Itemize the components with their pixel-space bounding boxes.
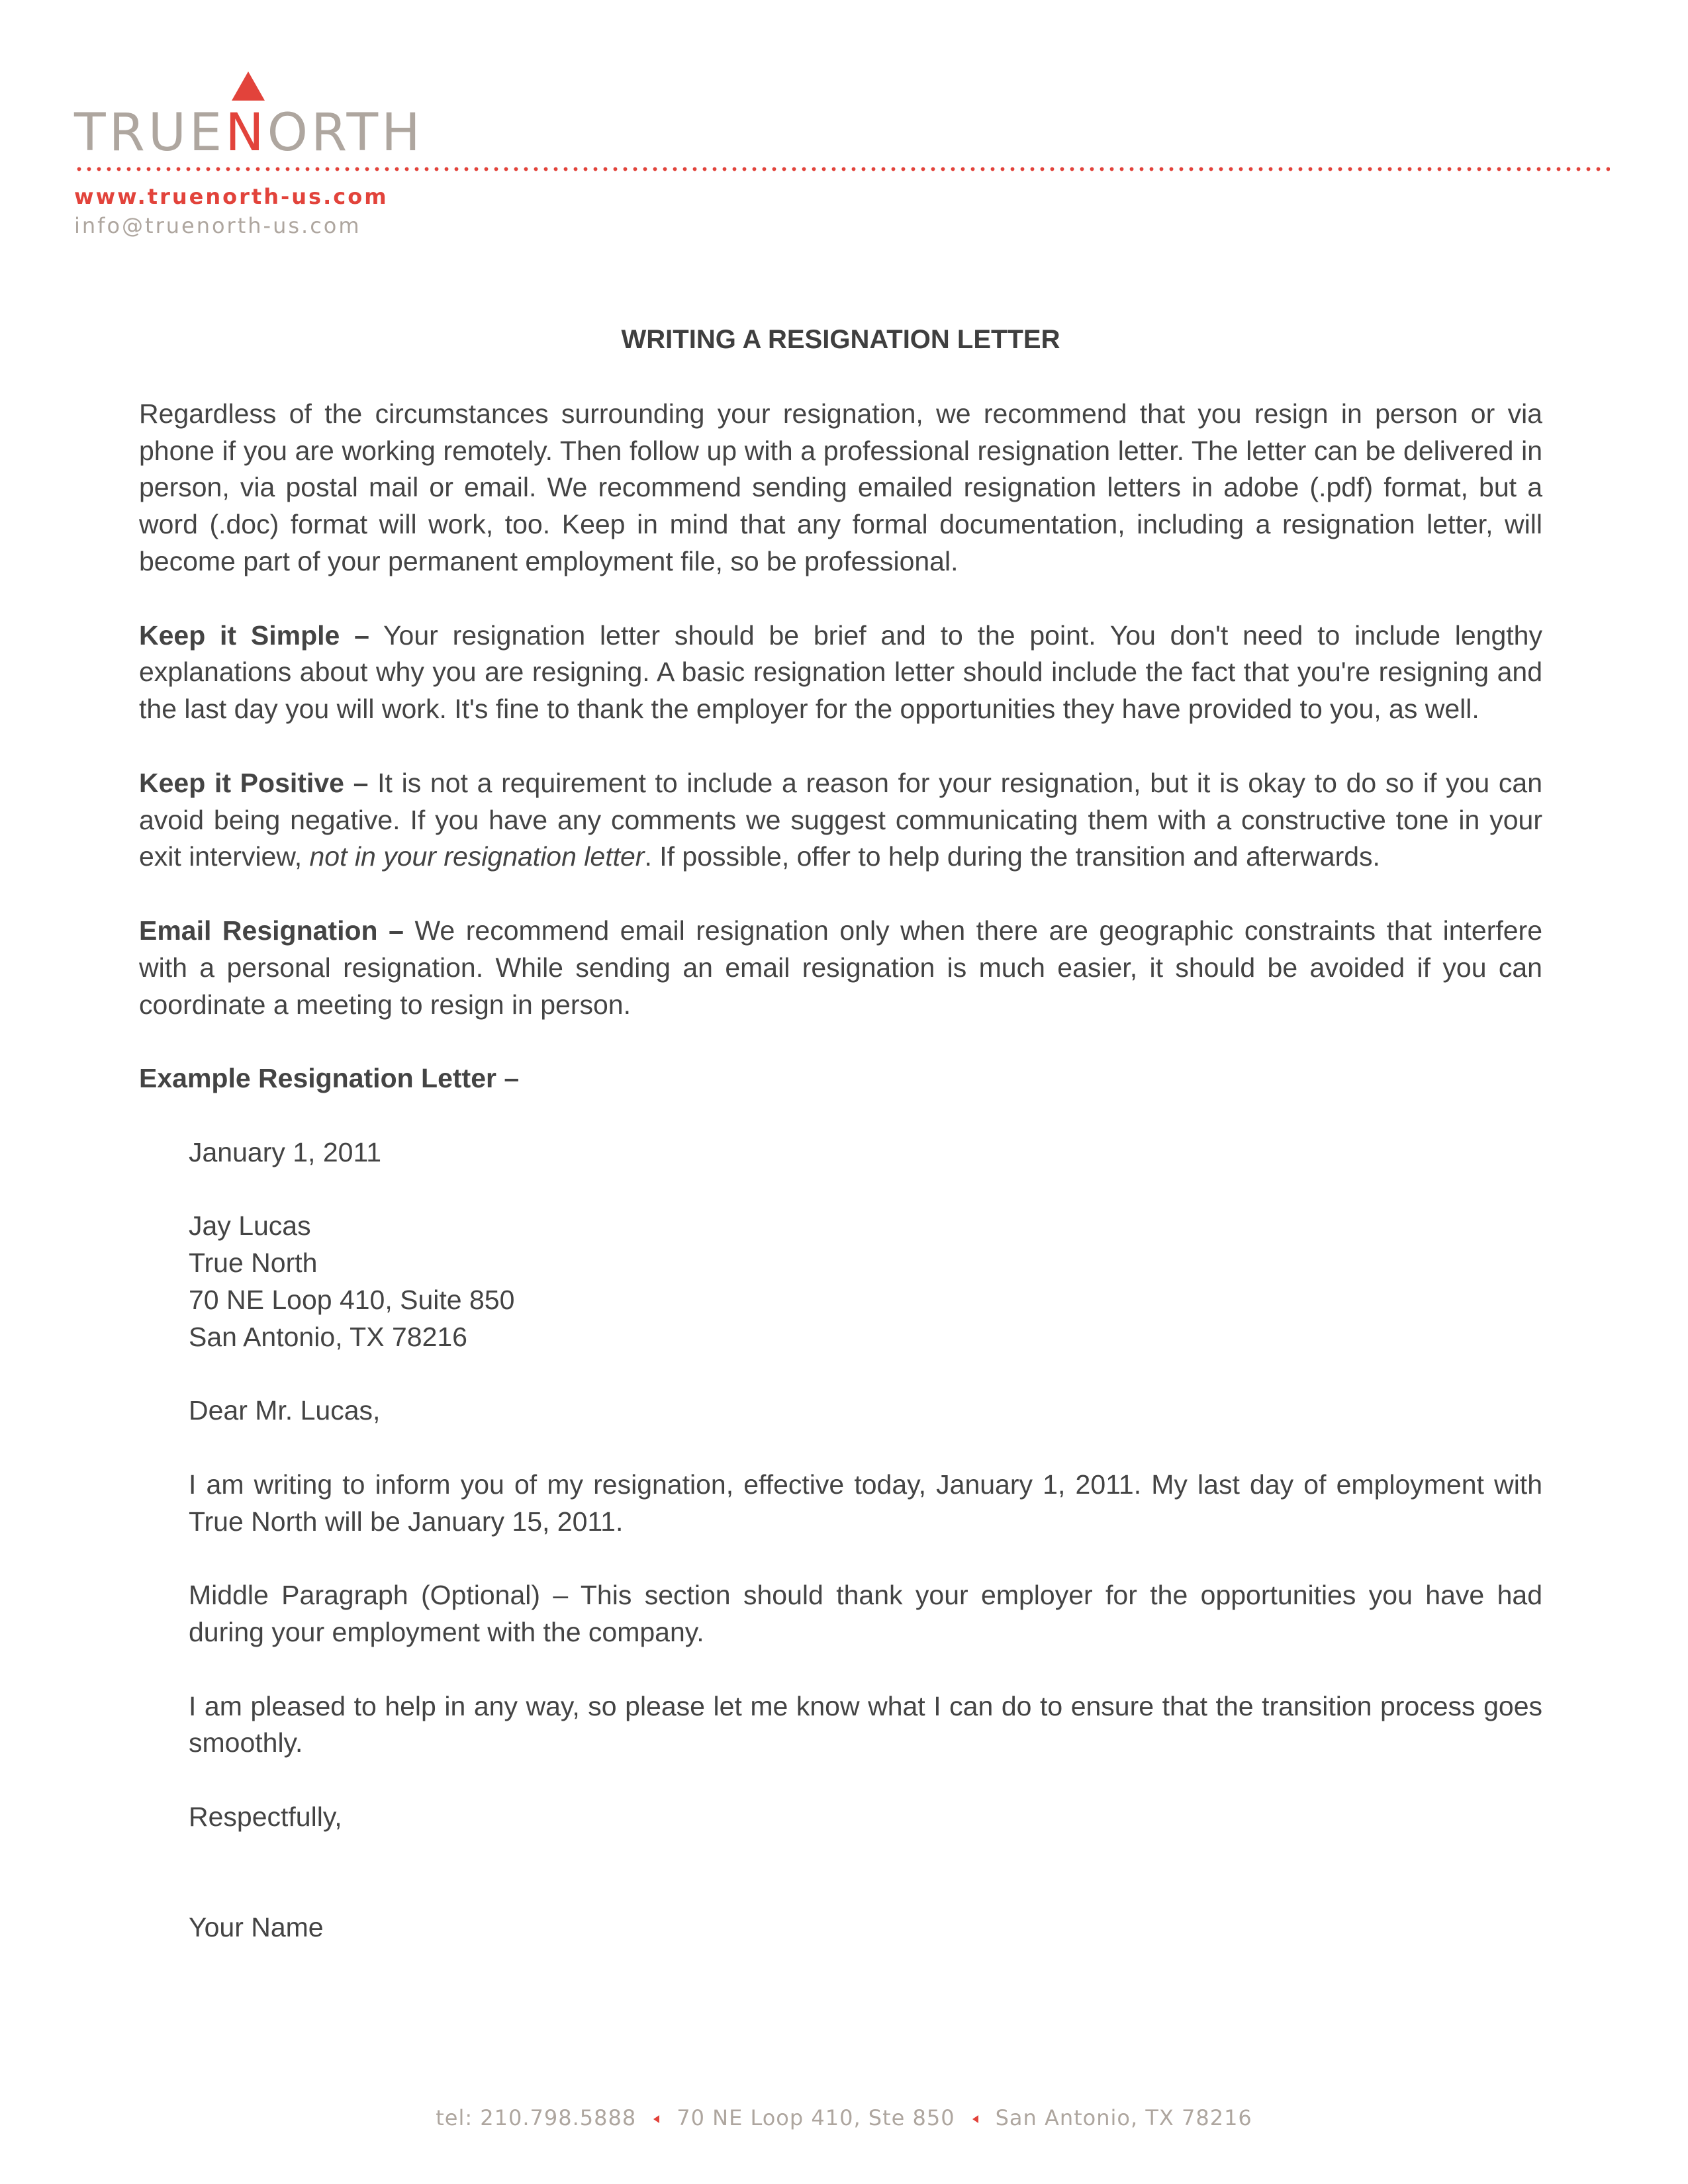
footer-separator-icon [653, 2115, 659, 2123]
section-heading: Email Resignation – [139, 915, 404, 946]
north-triangle-icon [232, 71, 265, 101]
section-email-resignation [139, 913, 1542, 1023]
section-text: We recommend email resignation only when there are geographic constraints that interfere with a personal resignation. While sending an email resignation is much easier, it should be avoided if you can coordinate a meeting to resign in person. [139, 915, 1542, 1020]
document-body [139, 322, 1542, 1983]
logo-wordmark: TRUENORTH [74, 103, 424, 163]
section-heading: Keep it Simple – [139, 619, 369, 651]
recipient-street: 70 NE Loop 410, Suite 850 [189, 1284, 515, 1315]
section-text: . If possible, offer to help during the transition and afterwards. [644, 841, 1380, 872]
recipient-city: San Antonio, TX 78216 [189, 1321, 467, 1352]
section-text: Your resignation letter should be brief and to the point. You don't need to include lengthy explanations about why you are resigning. A basic resignation letter should include the fact that you're resigning and the last day you will work. It's fine to thank the employer for the opportunities they have provided to you, as well. [139, 619, 1542, 725]
email-link[interactable]: info@truenorth-us.com [74, 213, 361, 238]
letter-paragraph: I am writing to inform you of my resignation, effective today, January 1, 2011. My last day of employment with True North will be January 15, 2011. [189, 1469, 1542, 1537]
section-keep-it-positive [139, 765, 1542, 876]
website-link[interactable]: www.truenorth-us.com [74, 184, 389, 209]
recipient-name: Jay Lucas [189, 1210, 311, 1242]
signature-space [189, 1836, 1542, 1909]
page-title: WRITING A RESIGNATION LETTER [621, 325, 1060, 354]
letter-closing: Respectfully, [189, 1801, 342, 1833]
intro-paragraph: Regardless of the circumstances surrounding your resignation, we recommend that you resign in person or via phone if you are working remotely. Then follow up with a professional resignation letter. The letter can be delivered in person, via postal mail or email. We recommend sending emailed resignation letters in adobe (.pdf) format, but a word (.doc) format will work, too. Keep in mind that any formal documentation, including a resignation letter, will become part of your permanent employment file, so be professional. [139, 398, 1542, 576]
letter-paragraph: I am pleased to help in any way, so please let me know what I can do to ensure that the transition process goes smoothly. [189, 1690, 1542, 1758]
letter-date: January 1, 2011 [189, 1136, 382, 1167]
example-letter [189, 1134, 1542, 1946]
letter-recipient-address [189, 1208, 1542, 1355]
page-footer [0, 2105, 1688, 2130]
example-heading: Example Resignation Letter – [139, 1063, 520, 1094]
dotted-divider [74, 167, 1610, 171]
section-keep-it-simple [139, 617, 1542, 728]
section-heading: Keep it Positive – [139, 767, 369, 798]
letter-salutation: Dear Mr. Lucas, [189, 1395, 381, 1426]
section-emphasis: not in your resignation letter [309, 841, 645, 872]
footer-separator-icon [972, 2115, 978, 2123]
letter-signature: Your Name [189, 1911, 324, 1942]
section-text: It is not a requirement to include a reason for your resignation, but it is okay to do so if you can avoid being negative. If you have any comments we suggest communicating them with a constructive tone in your exit interview, [139, 767, 1542, 872]
footer-phone: tel: 210.798.5888 [436, 2105, 637, 2130]
footer-city: San Antonio, TX 78216 [995, 2105, 1252, 2130]
footer-address: 70 NE Loop 410, Ste 850 [677, 2105, 955, 2130]
recipient-company: True North [189, 1248, 318, 1279]
letter-paragraph: Middle Paragraph (Optional) – This section should thank your employer for the opportunities you have had during your employment with the company. [189, 1580, 1542, 1648]
